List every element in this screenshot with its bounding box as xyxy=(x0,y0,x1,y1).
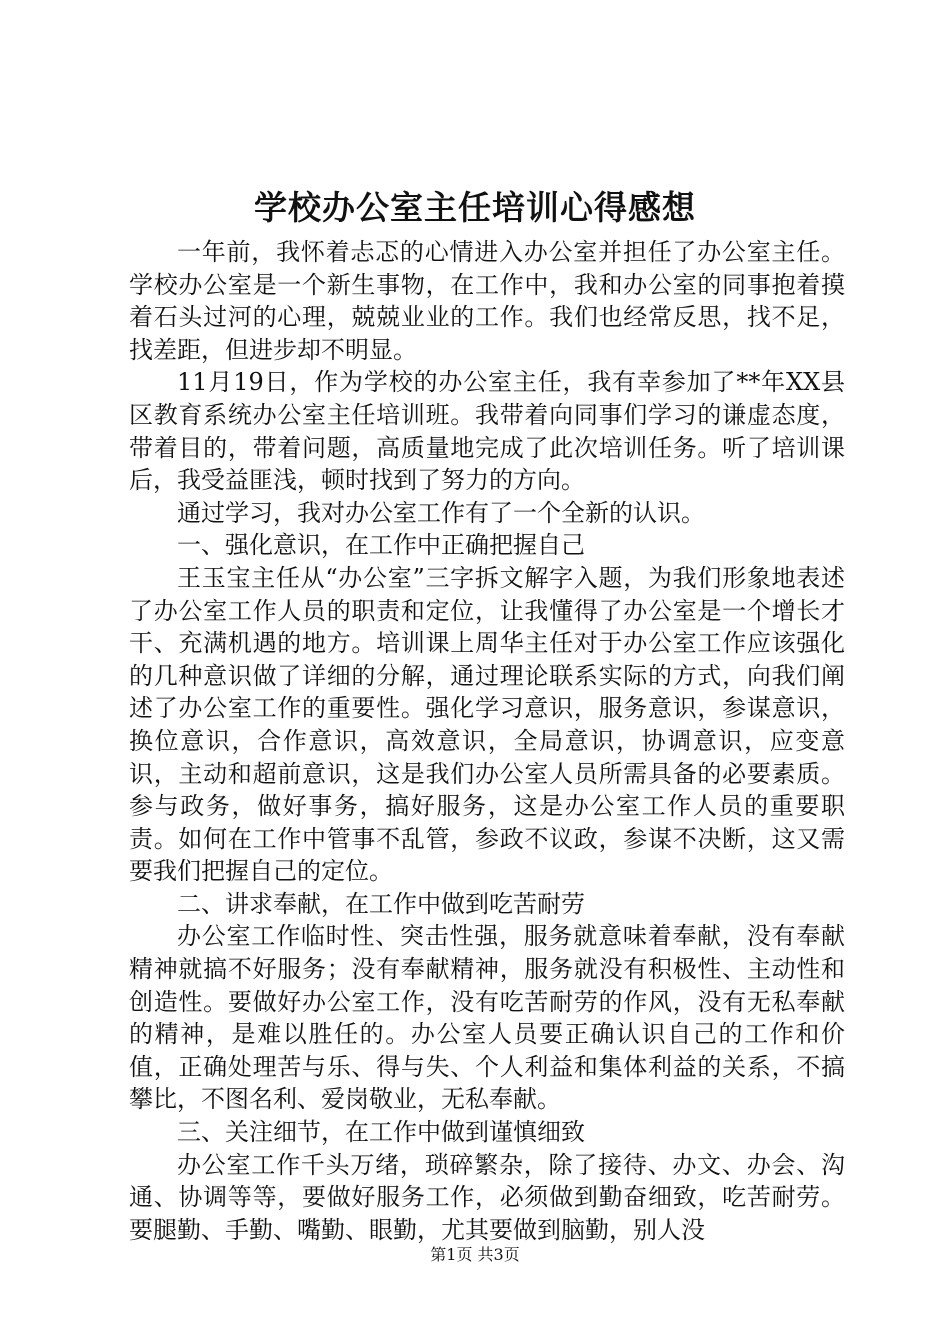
paragraph-section-2: 办公室工作临时性、突击性强，服务就意味着奉献，没有奉献精神就搞不好服务；没有奉献精神，服务就没有积极性、主动性和创造性。要做好办公室工作，没有吃苦耐劳的作风，没有无私奉献的精神，是难以胜任的。办公室人员要正确认识自己的工作和价值，正确处理苦与乐、得与失、个人利益和集体利益的关系，不搞攀比，不图名利、爱岗敬业，无私奉献。 xyxy=(129,922,845,1114)
document-body xyxy=(129,236,845,1246)
page-footer: 第1页 共3页 xyxy=(430,1245,520,1264)
paragraph-training: 11月19日，作为学校的办公室主任，我有幸参加了**年XX县区教育系统办公室主任培训班。我带着向同事们学习的谦虚态度，带着目的，带着问题，高质量地完成了此次培训任务。听了培训课后，我受益匪浅，顿时找到了努力的方向。 xyxy=(129,368,845,495)
document-title: 学校办公室主任培训心得感想 xyxy=(254,188,696,227)
paragraph-section-3: 办公室工作千头万绪，琐碎繁杂，除了接待、办文、办会、沟通、协调等等，要做好服务工作，必须做到勤奋细致，吃苦耐劳。要腿勤、手勤、嘴勤、眼勤，尤其要做到脑勤，别人没 xyxy=(129,1150,845,1244)
section-heading-2: 二、讲求奉献，在工作中做到吃苦耐劳 xyxy=(177,889,585,918)
section-heading-1: 一、强化意识，在工作中正确把握自己 xyxy=(177,531,585,560)
paragraph-intro: 一年前，我怀着忐忑的心情进入办公室并担任了办公室主任。学校办公室是一个新生事物，在工作中，我和办公室的同事抱着摸着石头过河的心理，兢兢业业的工作。我们也经常反思，找不足，找差距，但进步却不明显。 xyxy=(129,238,845,364)
section-heading-3: 三、关注细节，在工作中做到谨慎细致 xyxy=(177,1118,585,1147)
paragraph-new-understanding: 通过学习，我对办公室工作有了一个全新的认识。 xyxy=(177,498,705,527)
paragraph-section-1: 王玉宝主任从“办公室”三字拆文解字入题，为我们形象地表述了办公室工作人员的职责和定位，让我懂得了办公室是一个增长才干、充满机遇的地方。培训课上周华主任对于办公室工作应该强化的几种意识做了详细的分解，通过理论联系实际的方式，向我们阐述了办公室工作的重要性。强化学习意识，服务意识，参谋意识，换位意识，合作意识，高效意识，全局意识，协调意识，应变意识，主动和超前意识，这是我们办公室人员所需具备的必要素质。参与政务，做好事务，搞好服务，这是办公室工作人员的重要职责。如何在工作中管事不乱管，参政不议政，参谋不决断，这又需要我们把握自己的定位。 xyxy=(129,563,845,886)
